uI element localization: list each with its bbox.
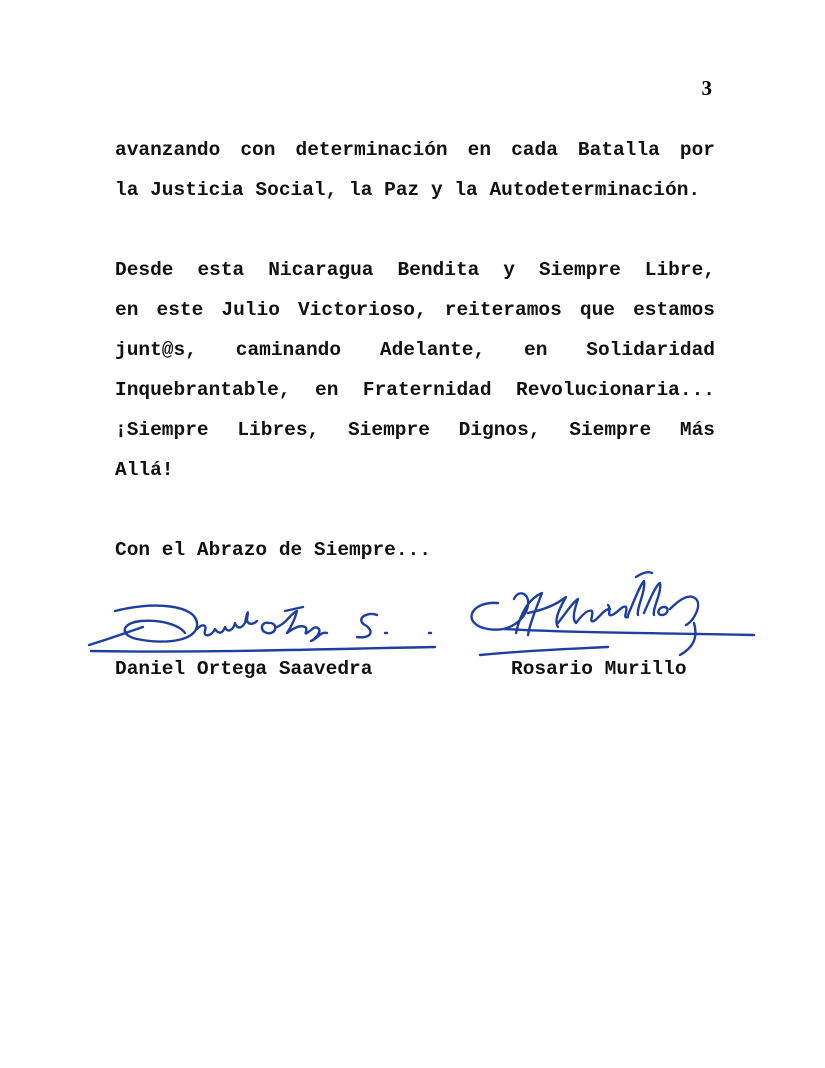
signer-name-murillo: Rosario Murillo bbox=[511, 658, 687, 680]
paragraph-line: Inquebrantable, en Fraternidad Revolucionaria... bbox=[115, 379, 715, 401]
paragraph-line: avanzando con determinación en cada Batalla por bbox=[115, 139, 715, 161]
paragraph-line: ¡Siempre Libres, Siempre Dignos, Siempre Más bbox=[115, 419, 715, 441]
page-number: 3 bbox=[701, 76, 712, 100]
paragraph-farewell bbox=[115, 530, 715, 570]
paragraph-closing-struggle bbox=[115, 130, 715, 210]
paragraph-line: en este Julio Victorioso, reiteramos que estamos bbox=[115, 299, 715, 321]
paragraph-line: junt@s, caminando Adelante, en Solidaridad bbox=[115, 339, 715, 361]
signer-name-ortega: Daniel Ortega Saavedra bbox=[115, 658, 373, 680]
paragraph-line: la Justicia Social, la Paz y la Autodeterminación. bbox=[115, 179, 701, 201]
paragraph-line: Con el Abrazo de Siempre... bbox=[115, 539, 431, 561]
paragraph-solidarity bbox=[115, 250, 715, 490]
paragraph-line: Desde esta Nicaragua Bendita y Siempre Libre, bbox=[115, 259, 715, 281]
paragraph-line: Allá! bbox=[115, 459, 174, 481]
